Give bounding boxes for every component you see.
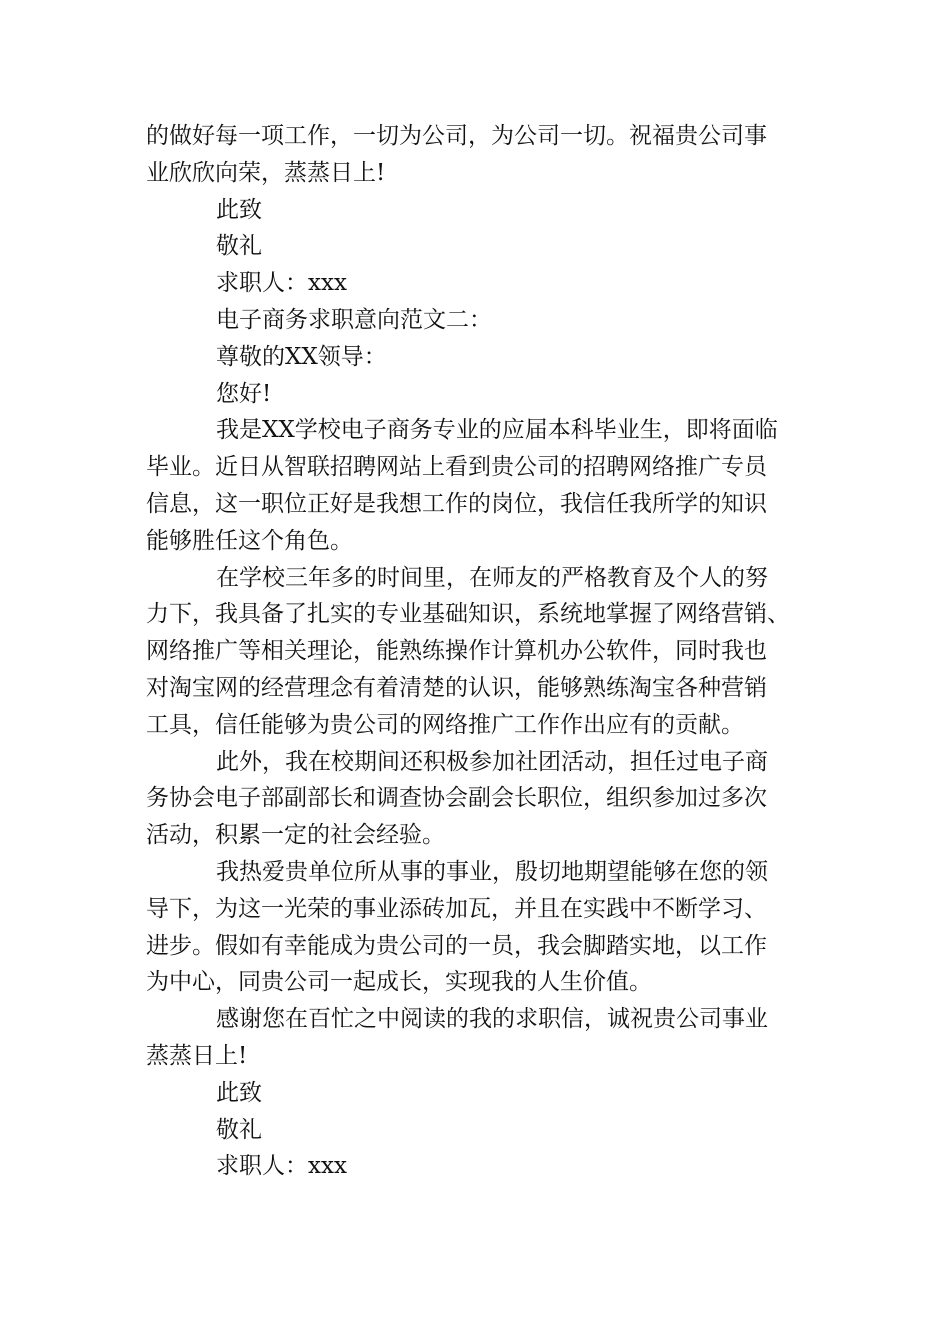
paragraph-line: 在学校三年多的时间里，在师友的严格教育及个人的努: [216, 564, 768, 591]
paragraph-line: 工具，信任能够为贵公司的网络推广工作作出应有的贡献。: [146, 711, 744, 738]
paragraph-line: 网络推广等相关理论，能熟练操作计算机办公软件，同时我也: [146, 638, 767, 665]
paragraph-line: 此外，我在校期间还积极参加社团活动，担任过电子商: [216, 748, 768, 775]
letter-body: [146, 118, 810, 1185]
paragraph-line: 毕业。近日从智联招聘网站上看到贵公司的招聘网络推广专员: [146, 454, 767, 481]
greeting-line: 尊敬的XX领导：: [216, 343, 387, 370]
paragraph-line: 导下，为这一光荣的事业添砖加瓦，并且在实践中不断学习、: [146, 895, 767, 922]
closing-line: 此致: [216, 1079, 262, 1106]
text-line: 的做好每一项工作，一切为公司，为公司一切。祝福贵公司事: [146, 123, 767, 149]
signature-line: 求职人：xxx: [216, 1153, 347, 1180]
paragraph-line: 能够胜任这个角色。: [146, 527, 353, 554]
signature-line: 求职人：xxx: [216, 270, 347, 297]
section-heading: 电子商务求职意向范文二：: [216, 306, 492, 333]
paragraph-line: 我是XX学校电子商务专业的应届本科毕业生，即将面临: [216, 417, 778, 444]
closing-line: 此致: [216, 196, 262, 223]
paragraph-line: 对淘宝网的经营理念有着清楚的认识，能够熟练淘宝各种营销: [146, 674, 767, 701]
greeting-line: 您好!: [216, 380, 272, 407]
paragraph-line: 活动，积累一定的社会经验。: [146, 822, 445, 849]
paragraph-line: 信息，这一职位正好是我想工作的岗位，我信任我所学的知识: [146, 490, 767, 517]
paragraph-line: 进步。假如有幸能成为贵公司的一员，我会脚踏实地，以工作: [146, 932, 767, 959]
salutation-line: 敬礼: [216, 233, 262, 260]
paragraph-line: 务协会电子部副部长和调查协会副会长职位，组织参加过多次: [146, 785, 767, 812]
paragraph-line: 蒸蒸日上!: [146, 1042, 248, 1069]
paragraph-line: 感谢您在百忙之中阅读的我的求职信，诚祝贵公司事业: [216, 1006, 768, 1033]
paragraph-line: 力下，我具备了扎实的专业基础知识，系统地掌握了网络营销、: [146, 601, 790, 628]
paragraph-line: 我热爱贵单位所从事的事业，殷切地期望能够在您的领: [216, 858, 768, 885]
text-line: 业欣欣向荣，蒸蒸日上!: [146, 159, 386, 186]
salutation-line: 敬礼: [216, 1116, 262, 1143]
paragraph-line: 为中心，同贵公司一起成长，实现我的人生价值。: [146, 969, 652, 996]
